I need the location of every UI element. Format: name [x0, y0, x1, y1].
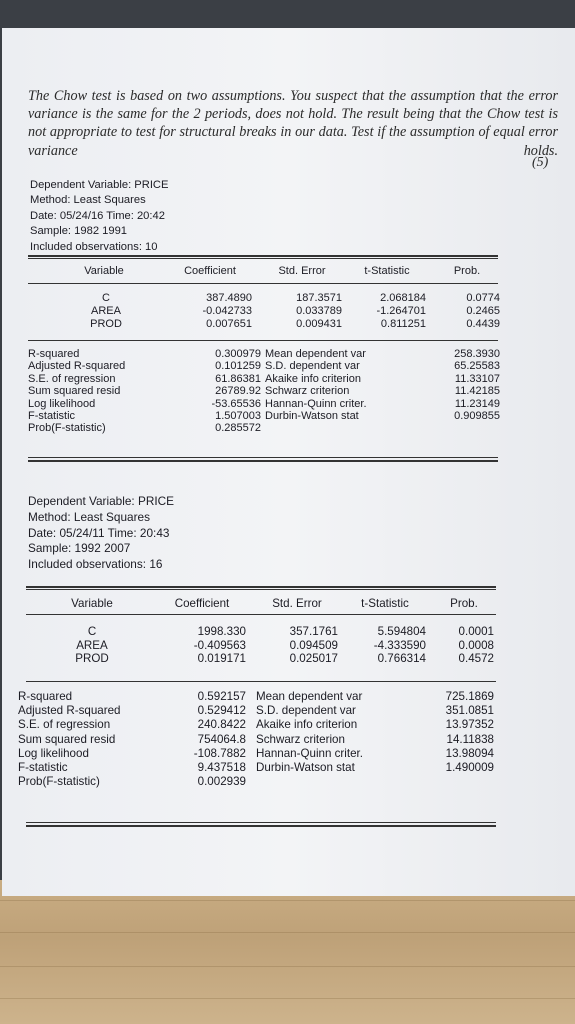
- stat-value: -108.7882: [193, 746, 246, 760]
- column-header: Prob.: [450, 597, 478, 610]
- regression-meta: [28, 494, 174, 573]
- stat-label: Akaike info criterion: [265, 372, 361, 385]
- column-header: Variable: [84, 265, 124, 277]
- stat-value: -53.65536: [211, 397, 261, 410]
- stat-label: R-squared: [28, 348, 80, 360]
- stat-value: 61.86381: [215, 372, 261, 385]
- stat-value: 351.0851: [445, 704, 494, 718]
- table-rule-bottom: [26, 822, 496, 823]
- coefficient-cell: 0.0774: [466, 292, 500, 304]
- stat-value: 13.97352: [445, 718, 494, 732]
- stat-label: Schwarz criterion: [265, 385, 350, 398]
- stat-value: 13.98094: [445, 746, 494, 760]
- stat-label: Hannan-Quinn criter.: [265, 397, 367, 410]
- stat-value: 1.490009: [445, 761, 494, 774]
- table-rule-top: [26, 589, 496, 590]
- regression-meta: [30, 178, 168, 255]
- coefficient-cell: 0.4572: [458, 652, 494, 666]
- variable-name: AREA: [76, 638, 108, 652]
- stat-label: F-statistic: [28, 410, 76, 422]
- stat-value: 240.8422: [197, 718, 246, 732]
- stat-label: Prob(F-statistic): [18, 775, 100, 789]
- stat-label: Prob(F-statistic): [28, 422, 106, 435]
- variable-name: PROD: [90, 318, 122, 331]
- table-rule-mid: [26, 681, 496, 682]
- variable-name: AREA: [91, 305, 121, 318]
- column-header: Coefficient: [174, 597, 230, 610]
- meta-line: Sample: 1992 2007: [28, 541, 131, 556]
- column-header: Std. Error: [278, 265, 326, 277]
- stat-value: 0.909855: [454, 410, 500, 422]
- coefficient-cell: 0.033789: [296, 305, 342, 318]
- stat-value: 9.437518: [197, 761, 246, 774]
- coefficient-cell: 2.068184: [380, 292, 426, 304]
- table-rule-bottom: [26, 825, 496, 827]
- meta-line: Included observations: 10: [30, 240, 158, 253]
- stat-value: 1.507003: [215, 410, 261, 422]
- coefficient-cell: 387.4890: [206, 292, 252, 304]
- stat-label: F-statistic: [18, 761, 68, 774]
- meta-line: Included observations: 16: [28, 557, 163, 572]
- coefficient-cell: 0.009431: [296, 318, 342, 331]
- table-rule-header: [26, 614, 496, 615]
- coefficient-cell: 1998.330: [197, 625, 246, 638]
- table-rule-bottom: [28, 460, 498, 462]
- stat-label: Durbin-Watson stat: [256, 761, 355, 774]
- stat-value: 725.1869: [445, 690, 494, 703]
- table-rule-top: [26, 586, 496, 588]
- stat-label: S.D. dependent var: [265, 360, 360, 373]
- variable-name: PROD: [75, 652, 109, 666]
- column-header: Std. Error: [272, 597, 322, 610]
- stat-value: 0.529412: [197, 704, 246, 718]
- coefficient-cell: 0.019171: [197, 652, 246, 666]
- coefficient-cell: 0.0008: [458, 638, 494, 652]
- coefficient-cell: 5.594804: [377, 625, 426, 638]
- stat-label: Log likelihood: [18, 746, 89, 760]
- stat-label: Hannan-Quinn criter.: [256, 746, 363, 760]
- table-rule-top: [28, 258, 498, 259]
- coefficient-cell: -1.264701: [376, 305, 426, 318]
- question-text: The Chow test is based on two assumptions. You suspect that the assumption that the error variance is the same for the 2 periods, does not hold. The result being that the Chow test is not appropriate to test for structural breaks in our data. Test if the assumption of equal error variance holds.: [28, 88, 558, 159]
- column-header: t-Statistic: [364, 265, 410, 277]
- stat-label: Schwarz criterion: [256, 732, 345, 746]
- stat-label: Durbin-Watson stat: [265, 410, 359, 422]
- desk-surface: [0, 880, 575, 1024]
- stat-label: R-squared: [18, 690, 73, 703]
- coefficient-cell: 0.025017: [289, 652, 338, 666]
- coefficient-cell: 0.007651: [206, 318, 252, 331]
- stat-value: 11.33107: [454, 372, 500, 385]
- meta-line: Method: Least Squares: [28, 509, 150, 524]
- stat-label: Adjusted R-squared: [18, 704, 121, 718]
- coefficient-cell: -0.409563: [193, 638, 246, 652]
- stat-value: 258.3930: [454, 348, 500, 360]
- stat-label: S.D. dependent var: [256, 704, 356, 718]
- stat-value: 26789.92: [215, 385, 261, 398]
- stat-value: 11.23149: [454, 397, 500, 410]
- stat-value: 0.300979: [215, 348, 261, 360]
- meta-line: Date: 05/24/16 Time: 20:42: [30, 209, 165, 222]
- table-rule-top: [28, 255, 498, 257]
- stat-label: Adjusted R-squared: [28, 360, 126, 373]
- stat-label: Log likelihood: [28, 397, 96, 410]
- coefficient-cell: -0.042733: [202, 305, 252, 318]
- coefficient-cell: -4.333590: [373, 638, 426, 652]
- column-header: Prob.: [453, 265, 481, 277]
- stat-value: 0.002939: [197, 775, 246, 789]
- meta-line: Date: 05/24/11 Time: 20:43: [28, 525, 170, 540]
- column-header: Coefficient: [184, 265, 236, 277]
- stat-label: Mean dependent var: [256, 690, 363, 703]
- column-header: Variable: [71, 597, 113, 610]
- table-rule-bottom: [28, 457, 498, 458]
- variable-name: C: [87, 625, 97, 638]
- table-rule-mid: [28, 340, 498, 341]
- stat-value: 14.11838: [446, 732, 494, 746]
- stat-value: 0.285572: [215, 422, 261, 435]
- stat-label: Sum squared resid: [28, 385, 121, 398]
- coefficient-cell: 0.2465: [466, 305, 500, 318]
- stat-label: Akaike info criterion: [256, 718, 358, 732]
- coefficient-cell: 0.766314: [377, 652, 426, 666]
- coefficient-cell: 0.811251: [380, 318, 426, 331]
- coefficient-cell: 187.3571: [296, 292, 342, 304]
- coefficient-cell: 0.094509: [289, 638, 338, 652]
- stat-label: S.E. of regression: [18, 718, 111, 732]
- meta-line: Dependent Variable: PRICE: [30, 179, 169, 191]
- stat-value: 65.25583: [454, 360, 500, 373]
- stat-value: 0.592157: [197, 690, 246, 703]
- stat-value: 754064.8: [197, 732, 246, 746]
- coefficient-cell: 0.4439: [466, 318, 500, 331]
- coefficient-cell: 0.0001: [458, 625, 494, 638]
- stat-label: Mean dependent var: [265, 348, 366, 360]
- variable-name: C: [102, 292, 110, 304]
- coefficient-cell: 357.1761: [289, 625, 338, 638]
- column-header: t-Statistic: [361, 597, 409, 610]
- stat-value: 0.101259: [215, 360, 261, 373]
- stat-label: Sum squared resid: [18, 732, 116, 746]
- question-marks: (5): [532, 155, 549, 170]
- meta-line: Sample: 1982 1991: [30, 225, 128, 238]
- table-rule-header: [28, 283, 498, 284]
- meta-line: Dependent Variable: PRICE: [28, 494, 175, 508]
- stat-value: 11.42185: [454, 385, 500, 398]
- meta-line: Method: Least Squares: [30, 194, 146, 207]
- stat-label: S.E. of regression: [28, 372, 116, 385]
